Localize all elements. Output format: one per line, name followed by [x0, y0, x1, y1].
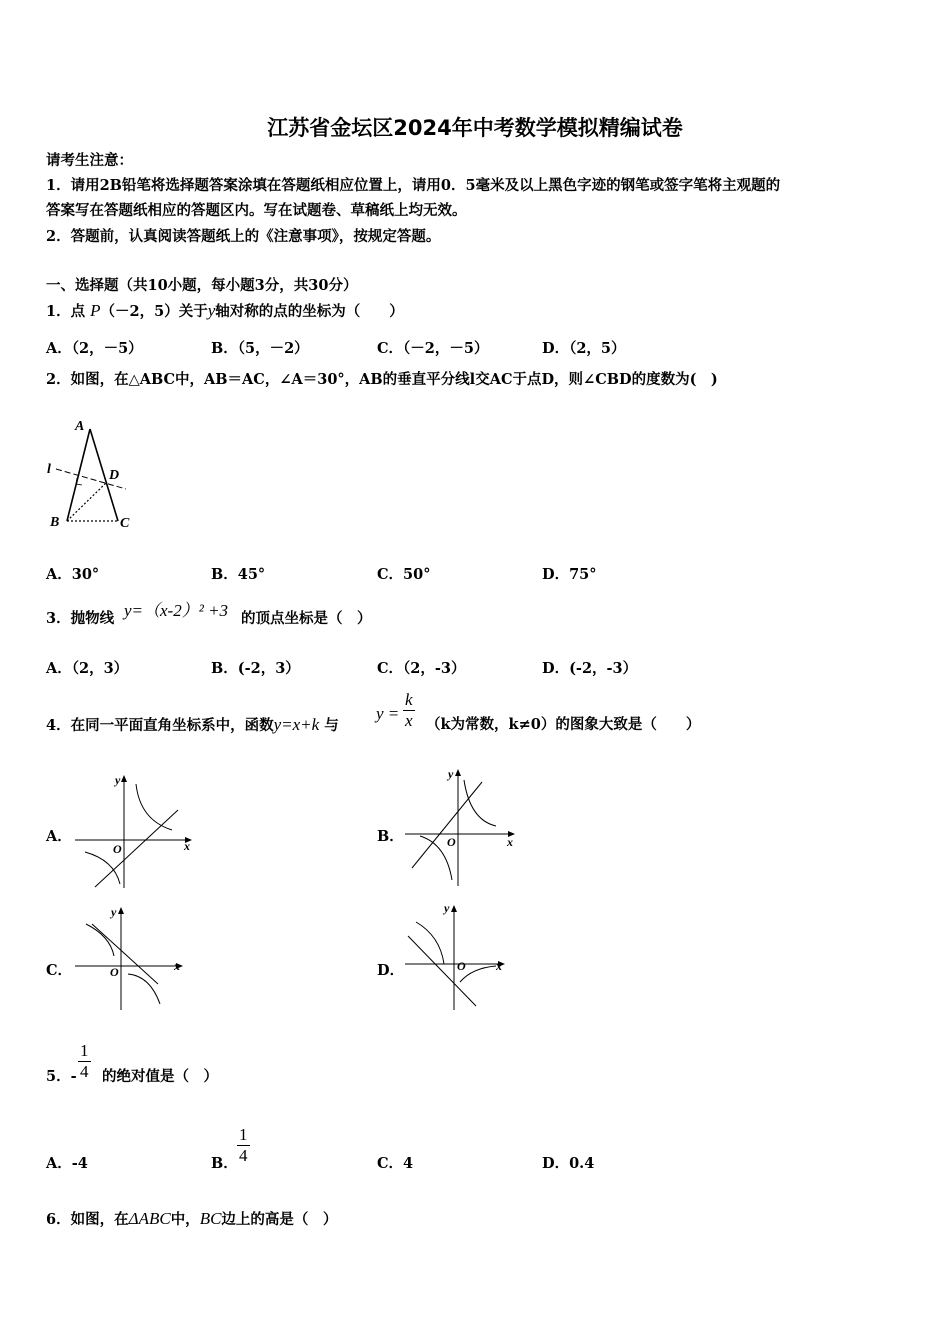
q1-option-b[interactable]: B．（5，－2） [211, 340, 309, 357]
q3-post: 的顶点坐标是（ ） [241, 610, 372, 627]
q4-graph-a[interactable] [70, 772, 195, 892]
q2-label-l: l [47, 462, 51, 477]
q4-fraction [403, 690, 415, 731]
q4-option-d-letter[interactable]: D． [377, 962, 405, 979]
q3-option-b[interactable]: B．(-2，3） [211, 660, 300, 677]
q5-b-num: 1 [239, 1125, 248, 1144]
q4-pre: 4．在同一平面直角坐标系中，函数 [46, 717, 274, 734]
page-title: 江苏省金坛区2024年中考数学模拟精编试卷 [267, 116, 683, 140]
q5-option-c[interactable]: C．4 [377, 1155, 414, 1172]
q6-bc: BC [199, 1209, 222, 1228]
q6-mid: 中， [170, 1211, 200, 1228]
q1-option-c[interactable]: C．（－2，－5） [377, 340, 489, 357]
svg-text:y: y [448, 767, 454, 781]
q2-option-b[interactable]: B．45° [211, 566, 266, 583]
q5-option-d[interactable]: D．0.4 [542, 1155, 595, 1172]
svg-text:x: x [184, 839, 190, 853]
q3-option-c[interactable]: C．（2，-3） [377, 660, 466, 677]
q1-post: 轴对称的点的坐标为（ ） [215, 303, 404, 320]
q4-frac-den: x [405, 711, 413, 730]
q1-option-a[interactable]: A．（2，－5） [46, 340, 143, 357]
q2-segment-bd [67, 482, 107, 521]
q2-option-a[interactable]: A．30° [46, 566, 100, 583]
notice-line-3: 2．答题前，认真阅读答题纸上的《注意事项》，按规定答题。 [46, 228, 441, 245]
q1-mid: （－2，5）关于 [100, 303, 208, 320]
svg-text:x: x [174, 959, 180, 973]
q3-formula: y=（x-2）² +3 [124, 601, 229, 620]
q2-label-b: B [50, 515, 60, 530]
q4-graph-b[interactable] [400, 766, 525, 890]
q5-option-a[interactable]: A．-4 [46, 1155, 88, 1172]
svg-text:O: O [113, 842, 122, 856]
q5-b-den: 4 [239, 1146, 248, 1165]
q3-option-a[interactable]: A．（2，3） [46, 660, 129, 677]
question-4 [46, 716, 339, 735]
notice-line-2: 答案写在答题纸相应的答题区内。写在试题卷、草稿纸上均无效。 [46, 202, 467, 219]
svg-text:y: y [444, 901, 450, 915]
q2-label-c: C [120, 516, 130, 531]
q5-option-b[interactable]: B． [211, 1155, 238, 1172]
svg-text:x: x [496, 959, 502, 973]
question-2: 2．如图，在△ABC中，AB＝AC，∠A＝30°，AB的垂直平分线l交AC于点D，则∠CBD的度数为( ) [46, 371, 718, 388]
q4-post: （k为常数，k≠0）的图象大致是（ ） [426, 716, 701, 733]
q2-label-a: A [75, 419, 85, 434]
q4-frac-num: k [405, 690, 413, 709]
q4-y-eq: y = [376, 704, 400, 723]
q2-option-d[interactable]: D．75° [542, 566, 597, 583]
q5-frac-num: 1 [80, 1041, 89, 1060]
svg-text:O: O [447, 835, 456, 849]
q1-option-d[interactable]: D．（2，5） [542, 340, 626, 357]
q2-option-c[interactable]: C．50° [377, 566, 431, 583]
q4-option-a-letter[interactable]: A． [46, 828, 72, 845]
q5-post: 的绝对值是（ ） [102, 1068, 218, 1085]
q3-option-d[interactable]: D．(-2，-3） [542, 660, 638, 677]
q6-triangle: ΔABC [128, 1209, 171, 1228]
q4-option-c-letter[interactable]: C． [46, 962, 73, 979]
q2-triangle-figure [40, 415, 140, 535]
q4-func: y=x+k [273, 715, 320, 734]
q2-label-d: D [109, 468, 120, 483]
svg-text:O: O [110, 965, 119, 979]
svg-text:x: x [507, 835, 513, 849]
notice-heading: 请考生注意： [46, 152, 133, 169]
question-6 [46, 1210, 337, 1229]
q4-mid: 与 [319, 717, 339, 734]
q4-option-b-letter[interactable]: B． [377, 828, 404, 845]
svg-text:y: y [111, 905, 117, 919]
svg-text:y: y [115, 773, 121, 787]
q6-post: 边上的高是（ ） [221, 1211, 338, 1228]
question-1 [46, 302, 404, 321]
q4-graph-c[interactable] [70, 904, 195, 1014]
section-heading: 一、选择题（共10小题，每小题3分，共30分） [46, 277, 358, 294]
q5-fraction [78, 1041, 91, 1082]
svg-text:O: O [457, 959, 466, 973]
q1-y: y [207, 301, 216, 320]
notice-line-1: 1．请用2B铅笔将选择题答案涂填在答题纸相应位置上，请用0．5毫米及以上黑色字迹的钢笔或签字笔将主观题的 [46, 177, 781, 194]
q1-pre: 1．点 [46, 303, 91, 320]
q5-pre: 5．- [46, 1068, 77, 1085]
q5-frac-den: 4 [80, 1062, 89, 1081]
q6-pre: 6．如图，在 [46, 1211, 129, 1228]
q3-pre: 3．抛物线 [46, 610, 115, 627]
q4-graph-d[interactable] [400, 902, 525, 1014]
q1-point: P [90, 301, 101, 320]
q5-option-b-fraction[interactable] [237, 1125, 250, 1166]
